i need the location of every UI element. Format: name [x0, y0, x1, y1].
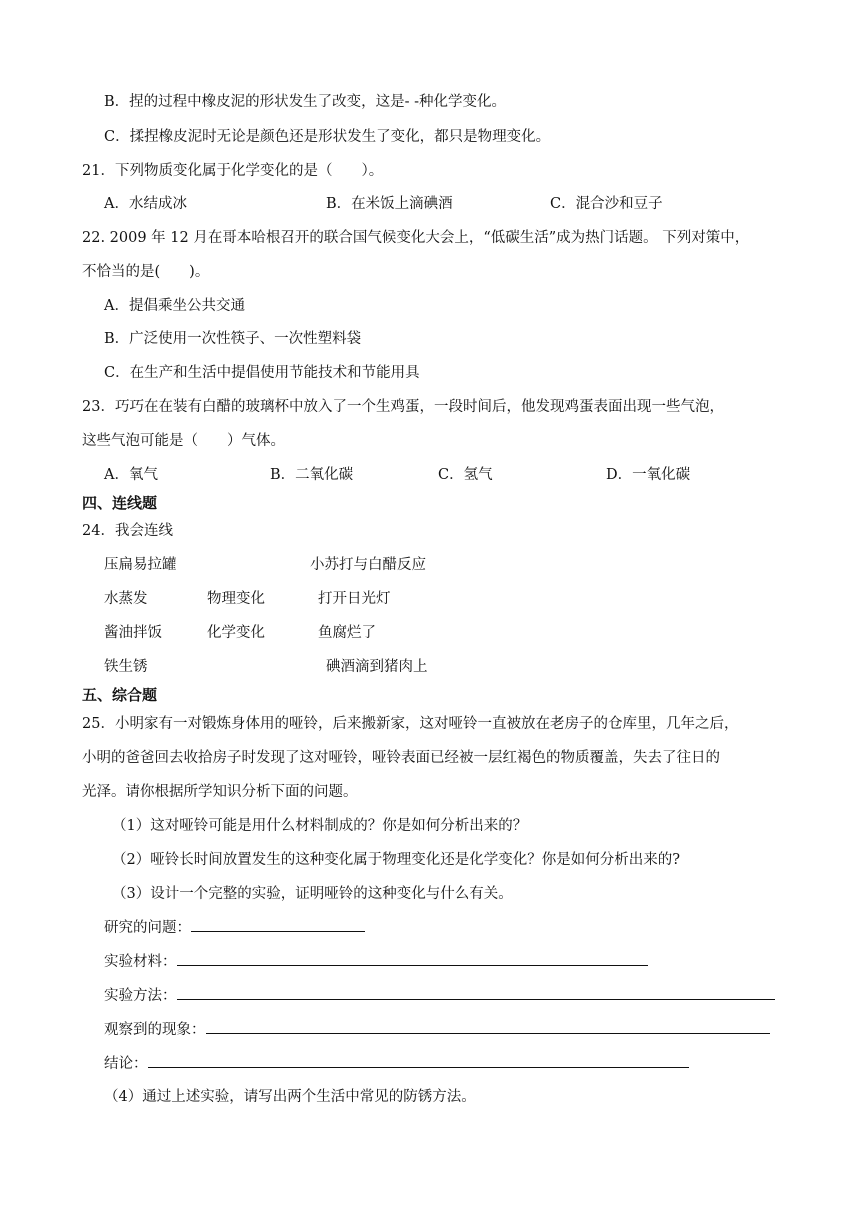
q25-subquestion-1: （1）这对哑铃可能是用什么材料制成的？你是如何分析出来的？: [112, 818, 528, 834]
match-left-item: 压扁易拉罐: [104, 557, 177, 573]
method-label: 实验方法：: [104, 988, 177, 1004]
q25-subquestion-4: （4）通过上述实验，请写出两个生活中常见的防锈方法。: [104, 1089, 476, 1105]
match-left-item: 酱油拌饭: [104, 625, 162, 641]
match-right-item: 打开日光灯: [318, 591, 391, 607]
method-blank[interactable]: [177, 985, 775, 1000]
materials-blank[interactable]: [177, 951, 648, 966]
q23-option-b: B．二氧化碳: [270, 467, 354, 483]
q22-option-a: A．提倡乘坐公共交通: [104, 298, 245, 314]
research-question-blank[interactable]: [191, 917, 365, 932]
q22-stem-line-1: 22. 2009 年 12 月在哥本哈根召开的联合国气候变化大会上，“低碳生活”成为热门话题。 下列对策中，: [82, 230, 750, 246]
q21-option-c: C．混合沙和豆子: [550, 196, 663, 212]
match-right-item: 小苏打与白醋反应: [310, 557, 426, 573]
q23-stem-line-1: 23．巧巧在在装有白醋的玻璃杯中放入了一个生鸡蛋，一段时间后，他发现鸡蛋表面出现一些气泡，: [82, 399, 724, 415]
materials-row: [104, 951, 648, 972]
q25-paragraph-line-1: 25．小明家有一对锻炼身体用的哑铃，后来搬新家，这对哑铃一直被放在老房子的仓库里，几年之后，: [82, 716, 739, 732]
q25-paragraph-line-3: 光泽。请你根据所学知识分析下面的问题。: [82, 784, 358, 800]
q21-stem: 21．下列物质变化属于化学变化的是（ ）。: [82, 163, 384, 179]
method-row: [104, 985, 775, 1006]
q25-paragraph-line-2: 小明的爸爸回去收拾房子时发现了这对哑铃，哑铃表面已经被一层红褐色的物质覆盖，失去了往日的: [82, 750, 720, 766]
q23-option-d: D．一氧化碳: [606, 467, 691, 483]
conclusion-label: 结论：: [104, 1056, 148, 1072]
q23-stem-line-2: 这些气泡可能是（ ）气体。: [82, 433, 285, 449]
q20-option-b: B．捏的过程中橡皮泥的形状发生了改变，这是- -种化学变化。: [104, 94, 507, 110]
phenomenon-label: 观察到的现象：: [104, 1022, 206, 1038]
q22-option-c: C．在生产和生活中提倡使用节能技术和节能用具: [104, 365, 420, 381]
match-right-item: 鱼腐烂了: [318, 625, 376, 641]
match-left-item: 水蒸发: [104, 591, 148, 607]
q22-option-b: B．广泛使用一次性筷子、一次性塑料袋: [104, 331, 362, 347]
match-left-item: 铁生锈: [104, 659, 148, 675]
q23-option-c: C．氢气: [438, 467, 493, 483]
phenomenon-row: [104, 1019, 770, 1040]
q25-subquestion-2: （2）哑铃长时间放置发生的这种变化属于物理变化还是化学变化？你是如何分析出来的?: [112, 852, 680, 868]
research-question-label: 研究的问题：: [104, 920, 191, 936]
q24-stem: 24．我会连线: [82, 523, 173, 539]
match-right-item: 碘酒滴到猪肉上: [326, 659, 428, 675]
q21-option-b: B．在米饭上滴碘酒: [326, 196, 453, 212]
phenomenon-blank[interactable]: [206, 1019, 770, 1034]
section-5-heading: 五、综合题: [82, 686, 158, 704]
q22-stem-line-2: 不恰当的是( )。: [82, 264, 210, 280]
q23-option-a: A．氧气: [104, 467, 158, 483]
section-4-heading: 四、连线题: [82, 494, 158, 512]
q20-option-c: C．揉捏橡皮泥时无论是颜色还是形状发生了变化，都只是物理变化。: [104, 129, 551, 145]
match-middle-item: 化学变化: [207, 625, 265, 641]
conclusion-row: [104, 1053, 689, 1074]
q25-subquestion-3: （3）设计一个完整的实验，证明哑铃的这种变化与什么有关。: [112, 886, 513, 902]
materials-label: 实验材料：: [104, 954, 177, 970]
q21-option-a: A．水结成冰: [104, 196, 187, 212]
match-middle-item: 物理变化: [207, 591, 265, 607]
conclusion-blank[interactable]: [148, 1053, 689, 1068]
research-question-row: [104, 917, 365, 938]
